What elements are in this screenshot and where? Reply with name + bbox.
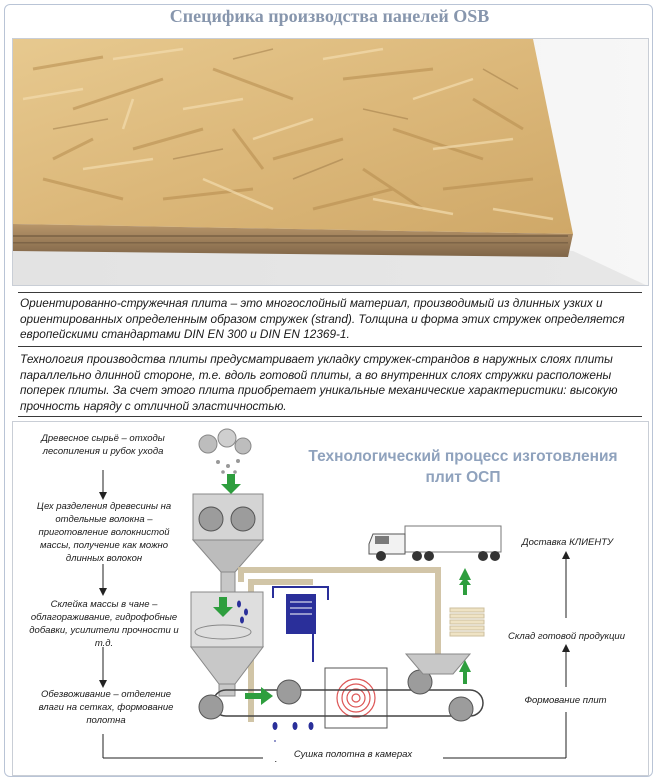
step-fiber-separation: Цех разделения древесины на отдельные волокна – приготовление волокнистой массы, получение как можно длинных волокон <box>36 501 172 564</box>
wood-chips-icon <box>199 429 251 474</box>
process-diagram <box>12 421 649 776</box>
osb-board-photo <box>12 38 649 286</box>
step-raw-material: Древесное сырьё – отходы лесопиления и рубок ухода <box>41 433 165 457</box>
technology-paragraph: Технология производства плиты предусматривает укладку стружек-страндов в наружных слоях плиты параллельно длинной стороне, т.е. вдоль готовой плиты, а во внутренних слоях стружки расположены поперек плиты. За счет этого плита приобретает уникальные механические характеристики: высокую прочность наряду с отличной эластичностью. <box>20 352 618 413</box>
step-board-forming: Формование плит <box>524 695 607 706</box>
divider <box>18 292 642 293</box>
step-drying: Сушка полотна в камерах <box>263 748 443 761</box>
step-delivery: Доставка КЛИЕНТУ <box>521 537 614 548</box>
diagram-title: Технологический процесс изготовления плит ОСП <box>308 448 618 486</box>
page-title: Специфика производства панелей OSB <box>169 6 490 26</box>
step-gluing: Склейка массы в чане – облагораживание, гидрофобные добавки, усилители прочности и т.д. <box>29 599 179 649</box>
step-dewatering: Обезвоживание – отделение влаги на сетках, формование полотна <box>38 689 174 726</box>
divider <box>18 346 642 347</box>
step-warehouse: Склад готовой продукции <box>508 631 625 642</box>
divider <box>18 416 642 417</box>
osb-board-illustration <box>13 39 649 286</box>
delivery-truck-icon <box>369 526 501 561</box>
intro-paragraph: Ориентированно-стружечная плита – это многослойный материал, производимый из длинных узких и ориентированных определенным образом стружек (strand). Толщина и форма этих стружек определяется европейскими стандартами DIN EN 300 и DIN EN 12369-1. <box>20 296 625 341</box>
